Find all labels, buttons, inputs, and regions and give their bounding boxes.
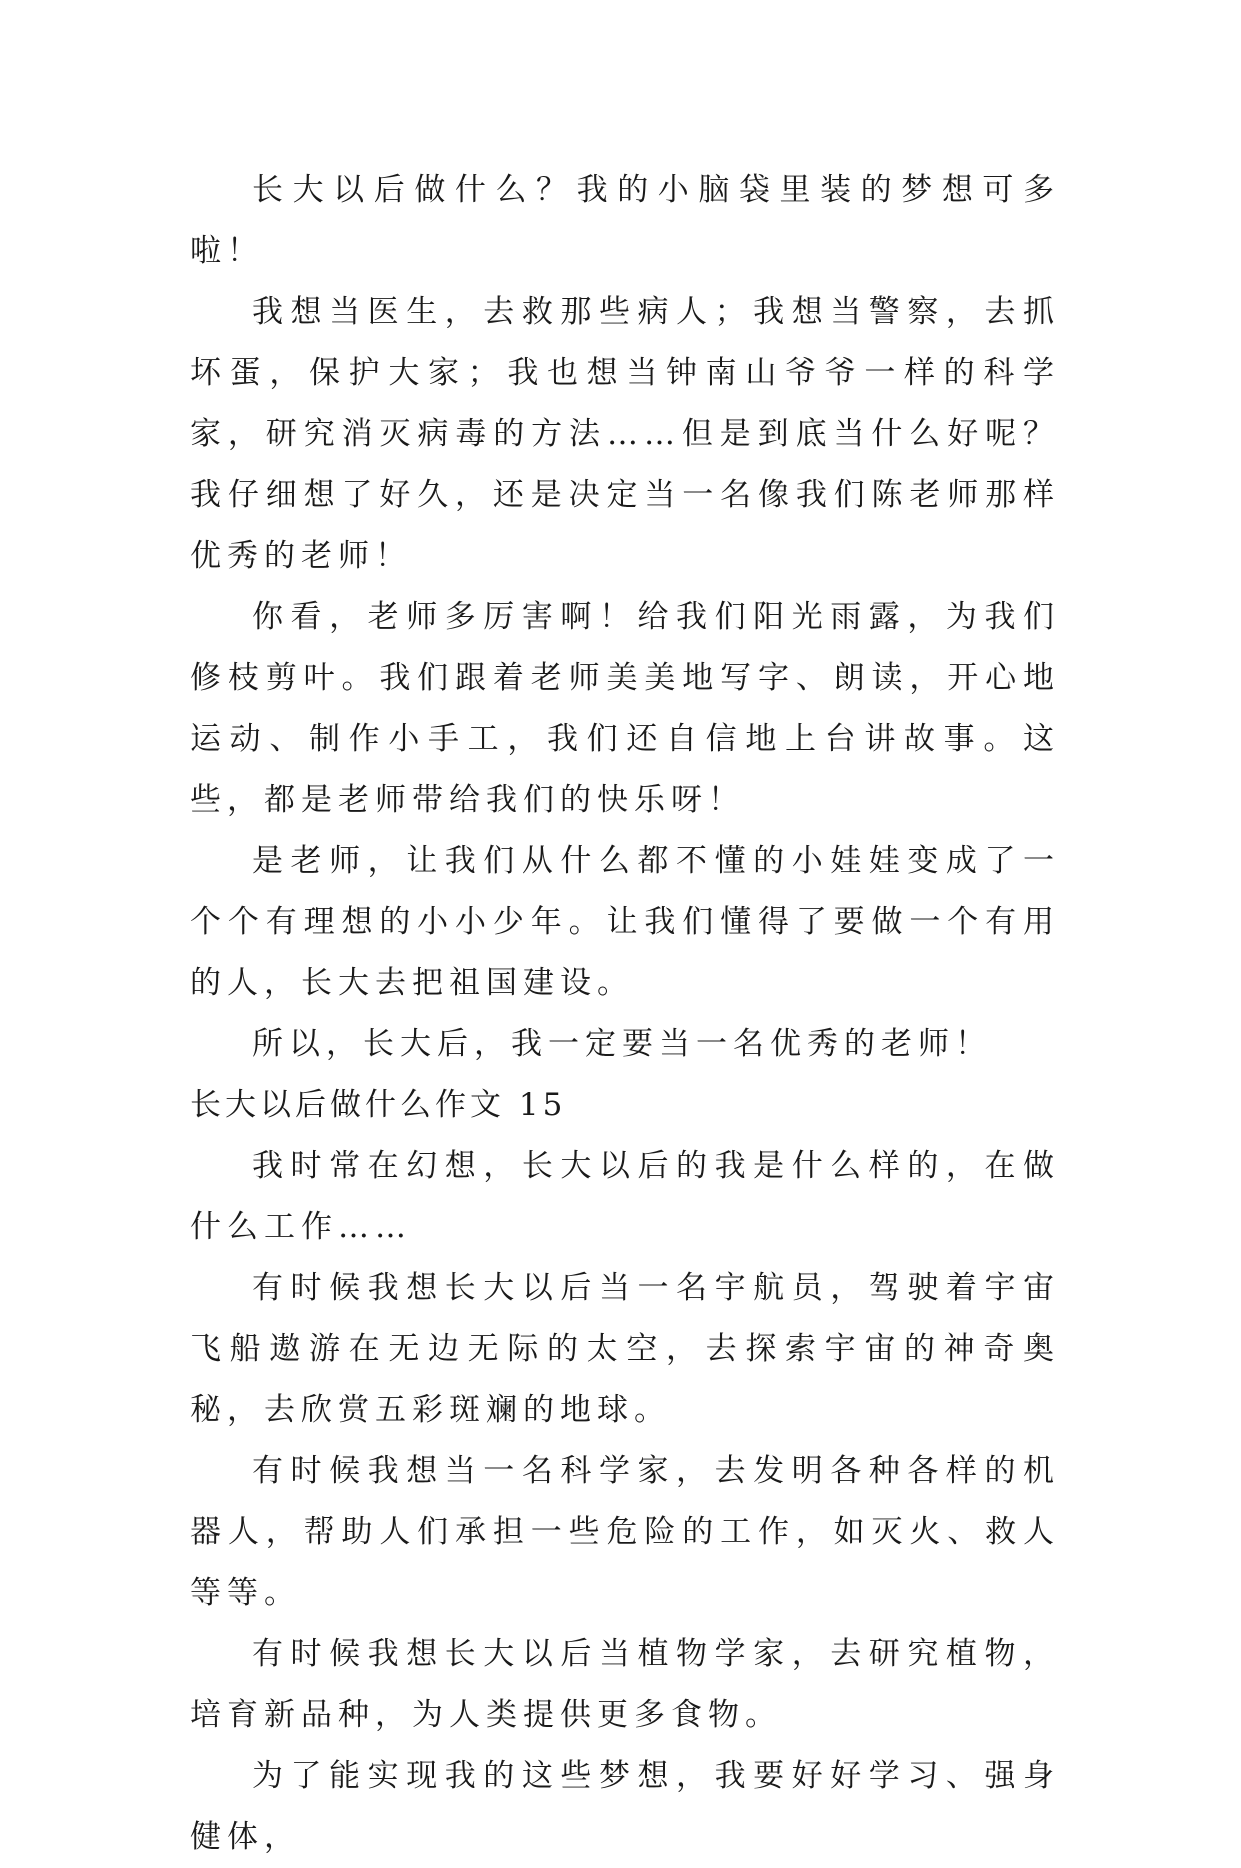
paragraph: 为了能实现我的这些梦想，我要好好学习、强身健体， [190, 1758, 1060, 1855]
paragraph: 所以，长大后，我一定要当一名优秀的老师！ [252, 1026, 992, 1062]
paragraph: 是老师，让我们从什么都不懂的小娃娃变成了一个个有理想的小小少年。让我们懂得了要做一个有用的人，长大去把祖国建设。 [190, 843, 1060, 1001]
paragraph: 你看，老师多厉害啊！给我们阳光雨露，为我们修枝剪叶。我们跟着老师美美地写字、朗读，开心地运动、制作小手工，我们还自信地上台讲故事。这些，都是老师带给我们的快乐呀！ [190, 599, 1060, 818]
paragraph: 有时候我想长大以后当一名宇航员，驾驶着宇宙飞船遨游在无边无际的太空，去探索宇宙的神奇奥秘，去欣赏五彩斑斓的地球。 [190, 1270, 1060, 1428]
paragraph: 我时常在幻想，长大以后的我是什么样的，在做什么工作…… [190, 1148, 1060, 1245]
paragraph: 有时候我想当一名科学家，去发明各种各样的机器人，帮助人们承担一些危险的工作，如灭火、救人等等。 [190, 1453, 1060, 1611]
paragraph: 长大以后做什么？我的小脑袋里装的梦想可多啦！ [190, 172, 1060, 269]
paragraph: 我想当医生，去救那些病人；我想当警察，去抓坏蛋，保护大家；我也想当钟南山爷爷一样的科学家，研究消灭病毒的方法……但是到底当什么好呢？我仔细想了好久，还是决定当一名像我们陈老师那样优秀的老师！ [190, 294, 1060, 574]
section-title: 长大以后做什么作文 15 [190, 1087, 567, 1123]
essay-body [190, 160, 1060, 1868]
paragraph: 有时候我想长大以后当植物学家，去研究植物，培育新品种，为人类提供更多食物。 [190, 1636, 1060, 1733]
